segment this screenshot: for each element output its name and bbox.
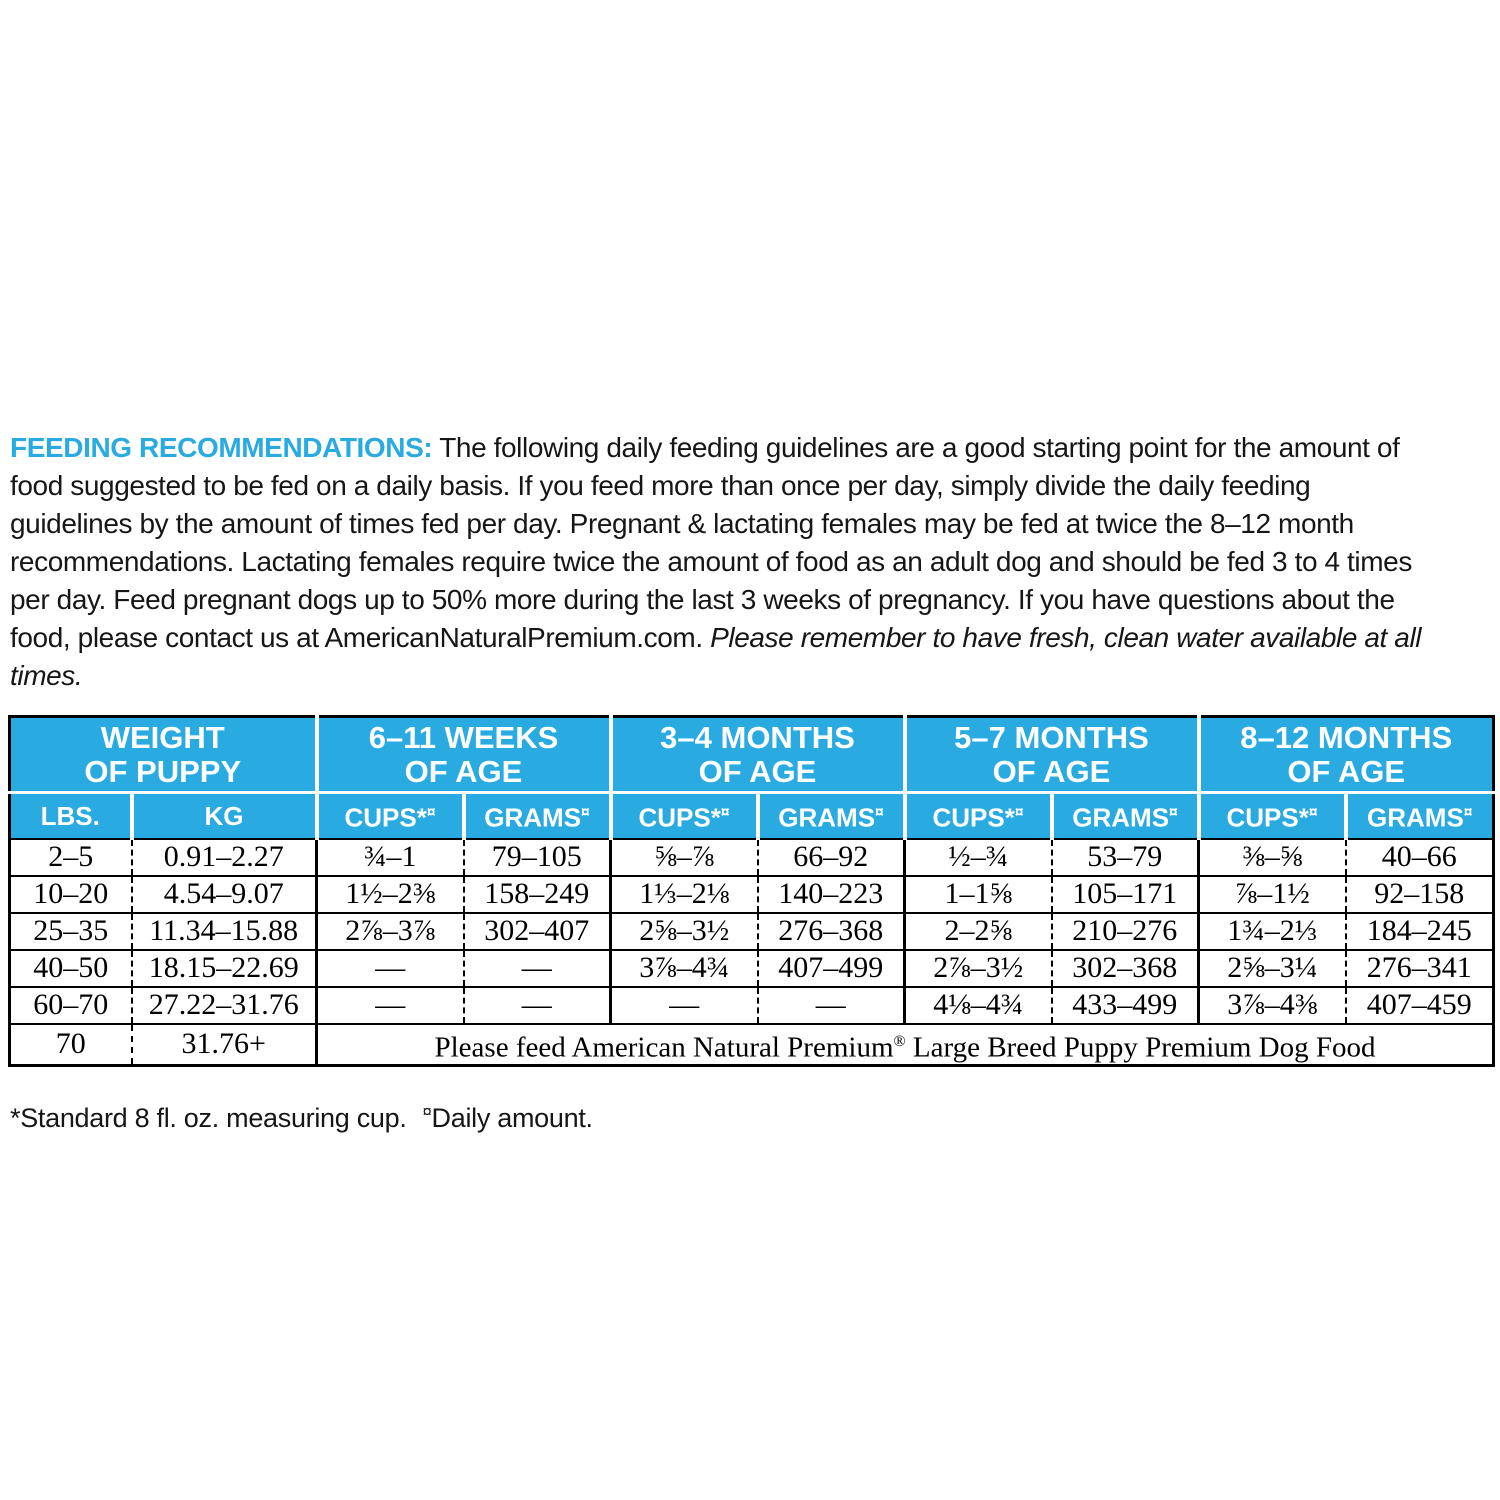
table-cell: 70 xyxy=(10,1024,132,1066)
table-cell: 1⅓–2⅛ xyxy=(611,876,758,913)
large-breed-note-text: Large Breed Puppy Premium Dog Food xyxy=(905,1031,1376,1064)
group-header-line2: OF AGE xyxy=(992,753,1111,789)
table-cell: 1–1⅝ xyxy=(905,876,1052,913)
large-breed-note-text: Please feed American Natural Premium xyxy=(434,1031,894,1064)
table-cell: 11.34–15.88 xyxy=(132,913,317,950)
daily-mark: ¤ xyxy=(720,804,730,822)
daily-mark: ¤ xyxy=(422,1102,432,1121)
daily-mark: ¤ xyxy=(1169,804,1178,822)
grams-label: GRAMS xyxy=(484,803,582,834)
table-row xyxy=(10,913,1494,950)
intro-body-italic: Please remember to have fresh, clean water available at all times. xyxy=(10,622,1422,691)
cups-label: CUPS* xyxy=(932,803,1015,834)
table-cell: 407–459 xyxy=(1346,987,1494,1024)
table-cell: — xyxy=(464,950,611,987)
table-cell: 158–249 xyxy=(464,876,611,913)
group-header-6-11-weeks xyxy=(317,717,611,793)
large-breed-note-cell xyxy=(317,1024,1494,1066)
registered-mark: ® xyxy=(893,1032,906,1050)
table-cell: ⅞–1½ xyxy=(1199,876,1346,913)
intro-body: The following daily feeding guidelines are a good starting point for the amount of food suggested to be fed on a daily basis. If you feed more than once per day, simply divide the daily feeding guidelines by the amount of times fed per day. Pregnant & lactating females may be fed at twice the 8–12 month recommendations. Lactating females require twice the amount of food as an adult dog and should be fed 3 to 4 times per day. Feed pregnant dogs up to 50% more during the last 3 weeks of pregnancy. If you have questions about the food, please contact us at AmericanNaturalPremium.com. xyxy=(10,432,1412,653)
table-cell: 31.76+ xyxy=(132,1024,317,1066)
table-cell: — xyxy=(611,987,758,1024)
intro-paragraph xyxy=(10,429,1434,695)
table-cell: ⅝–⅞ xyxy=(611,839,758,876)
table-cell: 2–2⅝ xyxy=(905,913,1052,950)
daily-mark: ¤ xyxy=(1308,804,1318,822)
table-cell: 276–368 xyxy=(758,913,905,950)
table-cell: 25–35 xyxy=(10,913,132,950)
table-cell: 2⅞–3⅞ xyxy=(317,913,464,950)
sub-header-kg: KG xyxy=(132,793,317,839)
table-cell: 18.15–22.69 xyxy=(132,950,317,987)
sub-header-grams xyxy=(464,793,611,839)
sub-header-cups xyxy=(905,793,1052,839)
table-cell: 40–50 xyxy=(10,950,132,987)
table-cell: 4.54–9.07 xyxy=(132,876,317,913)
table-cell: 60–70 xyxy=(10,987,132,1024)
daily-mark: ¤ xyxy=(1463,804,1473,822)
table-cell: — xyxy=(758,987,905,1024)
group-header-3-4-months xyxy=(611,717,905,793)
feeding-table xyxy=(8,715,1495,1067)
group-header-weight xyxy=(10,717,317,793)
table-cell: ⅜–⅝ xyxy=(1199,839,1346,876)
table-cell: 2⅞–3½ xyxy=(905,950,1052,987)
sub-header-grams xyxy=(1052,793,1199,839)
group-header-line2: OF PUPPY xyxy=(84,753,242,789)
table-cell: ½–¾ xyxy=(905,839,1052,876)
daily-amount-note xyxy=(423,1103,593,1133)
table-cell: 27.22–31.76 xyxy=(132,987,317,1024)
table-cell: 184–245 xyxy=(1346,913,1494,950)
table-cell: 210–276 xyxy=(1052,913,1199,950)
sub-header-lbs: LBS. xyxy=(10,793,132,839)
table-cell: 2⅝–3½ xyxy=(611,913,758,950)
group-header-8-12-months xyxy=(1199,717,1494,793)
table-cell: 79–105 xyxy=(464,839,611,876)
grams-label: GRAMS xyxy=(1367,803,1464,834)
table-cell: 1¾–2⅓ xyxy=(1199,913,1346,950)
table-cell: 3⅞–4¾ xyxy=(611,950,758,987)
group-header-line1: 5–7 MONTHS xyxy=(954,719,1149,755)
group-header-line2: OF AGE xyxy=(404,753,523,789)
table-cell: 302–368 xyxy=(1052,950,1199,987)
table-cell: — xyxy=(464,987,611,1024)
table-row xyxy=(10,876,1494,913)
table-cell: 4⅛–4¾ xyxy=(905,987,1052,1024)
table-cell: 1½–2⅜ xyxy=(317,876,464,913)
measuring-cup-note: *Standard 8 fl. oz. measuring cup. xyxy=(10,1103,407,1133)
table-row xyxy=(10,987,1494,1024)
table-cell: 407–499 xyxy=(758,950,905,987)
table-cell: 10–20 xyxy=(10,876,132,913)
table-cell: 2⅝–3¼ xyxy=(1199,950,1346,987)
table-cell: 53–79 xyxy=(1052,839,1199,876)
grams-label: GRAMS xyxy=(1072,803,1170,834)
group-header-5-7-months xyxy=(905,717,1199,793)
daily-mark: ¤ xyxy=(426,804,436,822)
table-cell: 302–407 xyxy=(464,913,611,950)
intro-heading: FEEDING RECOMMENDATIONS: xyxy=(10,432,433,463)
group-header-line2: OF AGE xyxy=(1287,753,1406,789)
table-cell: 433–499 xyxy=(1052,987,1199,1024)
table-cell: 276–341 xyxy=(1346,950,1494,987)
table-cell: 92–158 xyxy=(1346,876,1494,913)
group-header-line2: OF AGE xyxy=(698,753,817,789)
table-row xyxy=(10,950,1494,987)
cups-label: CUPS* xyxy=(344,803,427,834)
table-cell: 40–66 xyxy=(1346,839,1494,876)
group-header-line1: 8–12 MONTHS xyxy=(1240,719,1453,755)
table-sub-header-row xyxy=(10,793,1494,839)
sub-header-grams xyxy=(1346,793,1494,839)
table-group-header-row xyxy=(10,717,1494,793)
group-header-line1: 6–11 WEEKS xyxy=(368,719,559,755)
cups-label: CUPS* xyxy=(638,803,721,834)
grams-label: GRAMS xyxy=(778,803,876,834)
sub-header-cups xyxy=(1199,793,1346,839)
table-row-large-breed xyxy=(10,1024,1494,1066)
daily-amount-text: Daily amount. xyxy=(431,1103,593,1133)
table-cell: 105–171 xyxy=(1052,876,1199,913)
table-cell: 3⅞–4⅜ xyxy=(1199,987,1346,1024)
group-header-line1: WEIGHT xyxy=(100,719,225,755)
table-cell: 2–5 xyxy=(10,839,132,876)
daily-mark: ¤ xyxy=(875,804,884,822)
daily-mark: ¤ xyxy=(581,804,590,822)
sub-header-cups xyxy=(317,793,464,839)
footnote xyxy=(10,1095,593,1135)
table-cell: — xyxy=(317,950,464,987)
group-header-line1: 3–4 MONTHS xyxy=(660,719,855,755)
cups-label: CUPS* xyxy=(1226,803,1309,834)
table-row xyxy=(10,839,1494,876)
sub-header-grams xyxy=(758,793,905,839)
table-cell: — xyxy=(317,987,464,1024)
table-cell: 0.91–2.27 xyxy=(132,839,317,876)
sub-header-cups xyxy=(611,793,758,839)
table-cell: 66–92 xyxy=(758,839,905,876)
table-cell: ¾–1 xyxy=(317,839,464,876)
table-cell: 140–223 xyxy=(758,876,905,913)
daily-mark: ¤ xyxy=(1014,804,1024,822)
